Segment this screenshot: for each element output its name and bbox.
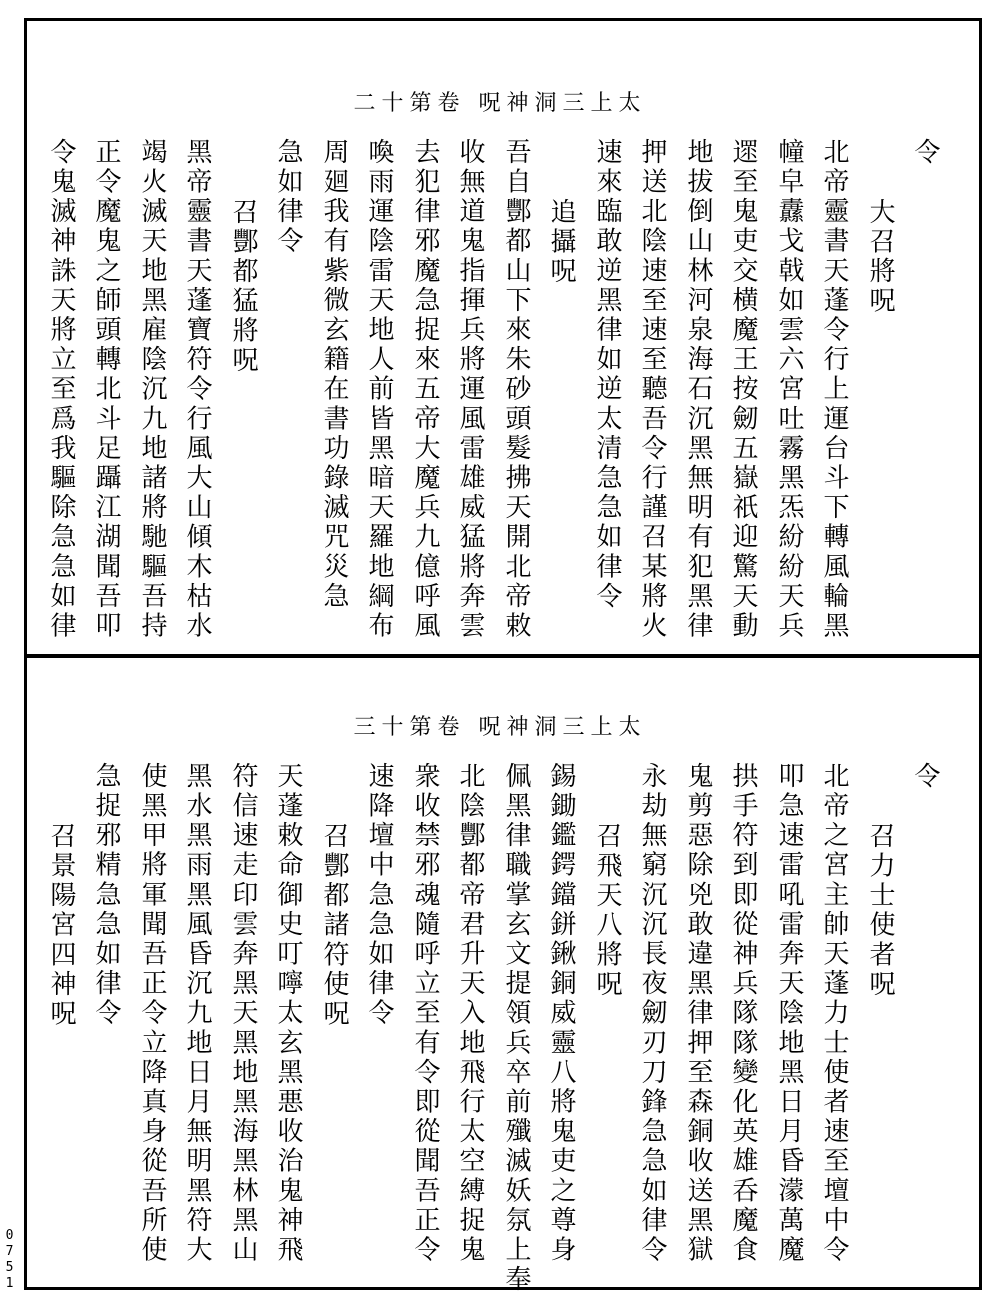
text-column: 符信速走印雲奔黑天黑地黑海黑林黑山 (228, 762, 258, 1266)
text-column: 召酆都猛將呪 (228, 198, 258, 376)
panel-divider (24, 654, 982, 658)
text-column: 周廻我有紫微玄籍在書功錄滅咒災急 (319, 138, 349, 612)
text-column: 天蓬敕命御史叮嚀太玄黑悪收治鬼神飛 (273, 762, 303, 1266)
text-column: 喚雨運陰雷天地人前皆黑暗天羅地綱布 (364, 138, 394, 642)
bottom-panel-header: 三十第卷 呪神洞三上太 (353, 715, 647, 740)
top-panel-header: 二十第卷 呪神洞三上太 (353, 91, 647, 116)
page-number: 0751 (2, 1228, 17, 1292)
text-column: 幢皁纛戈戟如雲六宮吐霧黑炁紛紛天兵 (774, 138, 804, 642)
text-column: 竭火滅天地黑雇陰沉九地諸將馳驅吾持 (137, 138, 167, 642)
text-column: 急如律令 (273, 138, 303, 257)
text-column: 追攝呪 (546, 198, 576, 287)
text-column: 押送北陰速至速至聽吾令行謹召某將火 (637, 138, 667, 642)
text-column: 北帝之宮主帥天蓬力士使者速至壇中令 (819, 762, 849, 1266)
text-column: 叩急速雷吼雷奔天陰地黑日月昏濛萬魔 (774, 762, 804, 1266)
text-column: 使黑甲將軍聞吾正令立降真身從吾所使 (137, 762, 167, 1266)
text-column: 速降壇中急急如律令 (364, 762, 394, 1029)
text-column: 鬼剪惡除兇敢違黑律押至森銅收送黑獄 (683, 762, 713, 1266)
text-column: 急捉邪精急急如律令 (91, 762, 121, 1029)
text-column: 速來臨敢逆黑律如逆太清急急如律令 (592, 138, 622, 612)
text-column: 佩黑律職掌玄文提領兵卒前殲滅妖氛上奉 (501, 762, 531, 1295)
text-column: 北帝靈書天蓬令行上運台斗下轉風輪黑 (819, 138, 849, 642)
text-column: 正令魔鬼之師頭轉北斗足躡江湖聞吾叩 (91, 138, 121, 642)
text-column: 錫鋤鑑鍔鐺鉼鍬銅威靈八將鬼吏之尊身 (546, 762, 576, 1266)
text-column: 召力士使者呪 (865, 822, 895, 1000)
text-column: 去犯律邪魔急捉來五帝大魔兵九億呼風 (410, 138, 440, 642)
text-column: 遝至鬼吏交横魔王按劒五嶽祇迎驚天動 (728, 138, 758, 642)
text-column: 黑水黑雨黑風昏沉九地日月無明黑符大 (182, 762, 212, 1266)
text-column: 令 (910, 762, 940, 792)
text-column: 地拔倒山林河泉海石沉黑無明有犯黑律 (683, 138, 713, 642)
text-column: 大召將呪 (865, 198, 895, 317)
text-column: 召酆都諸符使呪 (319, 822, 349, 1030)
text-column: 收無道鬼指揮兵將運風雷雄威猛將奔雲 (455, 138, 485, 642)
text-column: 召飛天八將呪 (592, 822, 622, 1000)
text-column: 永劫無窮沉沉長夜劒刃刀鋒急急如律令 (637, 762, 667, 1266)
text-column: 黑帝靈書天蓬寶符令行風大山傾木枯水 (182, 138, 212, 642)
text-column: 令 (910, 138, 940, 168)
text-column: 召景陽宮四神呪 (46, 822, 76, 1030)
text-column: 令鬼滅神誅天將立至爲我驅除急急如律 (46, 138, 76, 642)
text-column: 拱手符到即從神兵隊隊變化英雄呑魔食 (728, 762, 758, 1266)
text-column: 北陰酆都帝君升天入地飛行太空縛捉鬼 (455, 762, 485, 1266)
text-column: 吾自酆都山下來朱砂頭髮拂天開北帝敕 (501, 138, 531, 642)
text-column: 衆收禁邪魂隨呼立至有令即從聞吾正令 (410, 762, 440, 1266)
